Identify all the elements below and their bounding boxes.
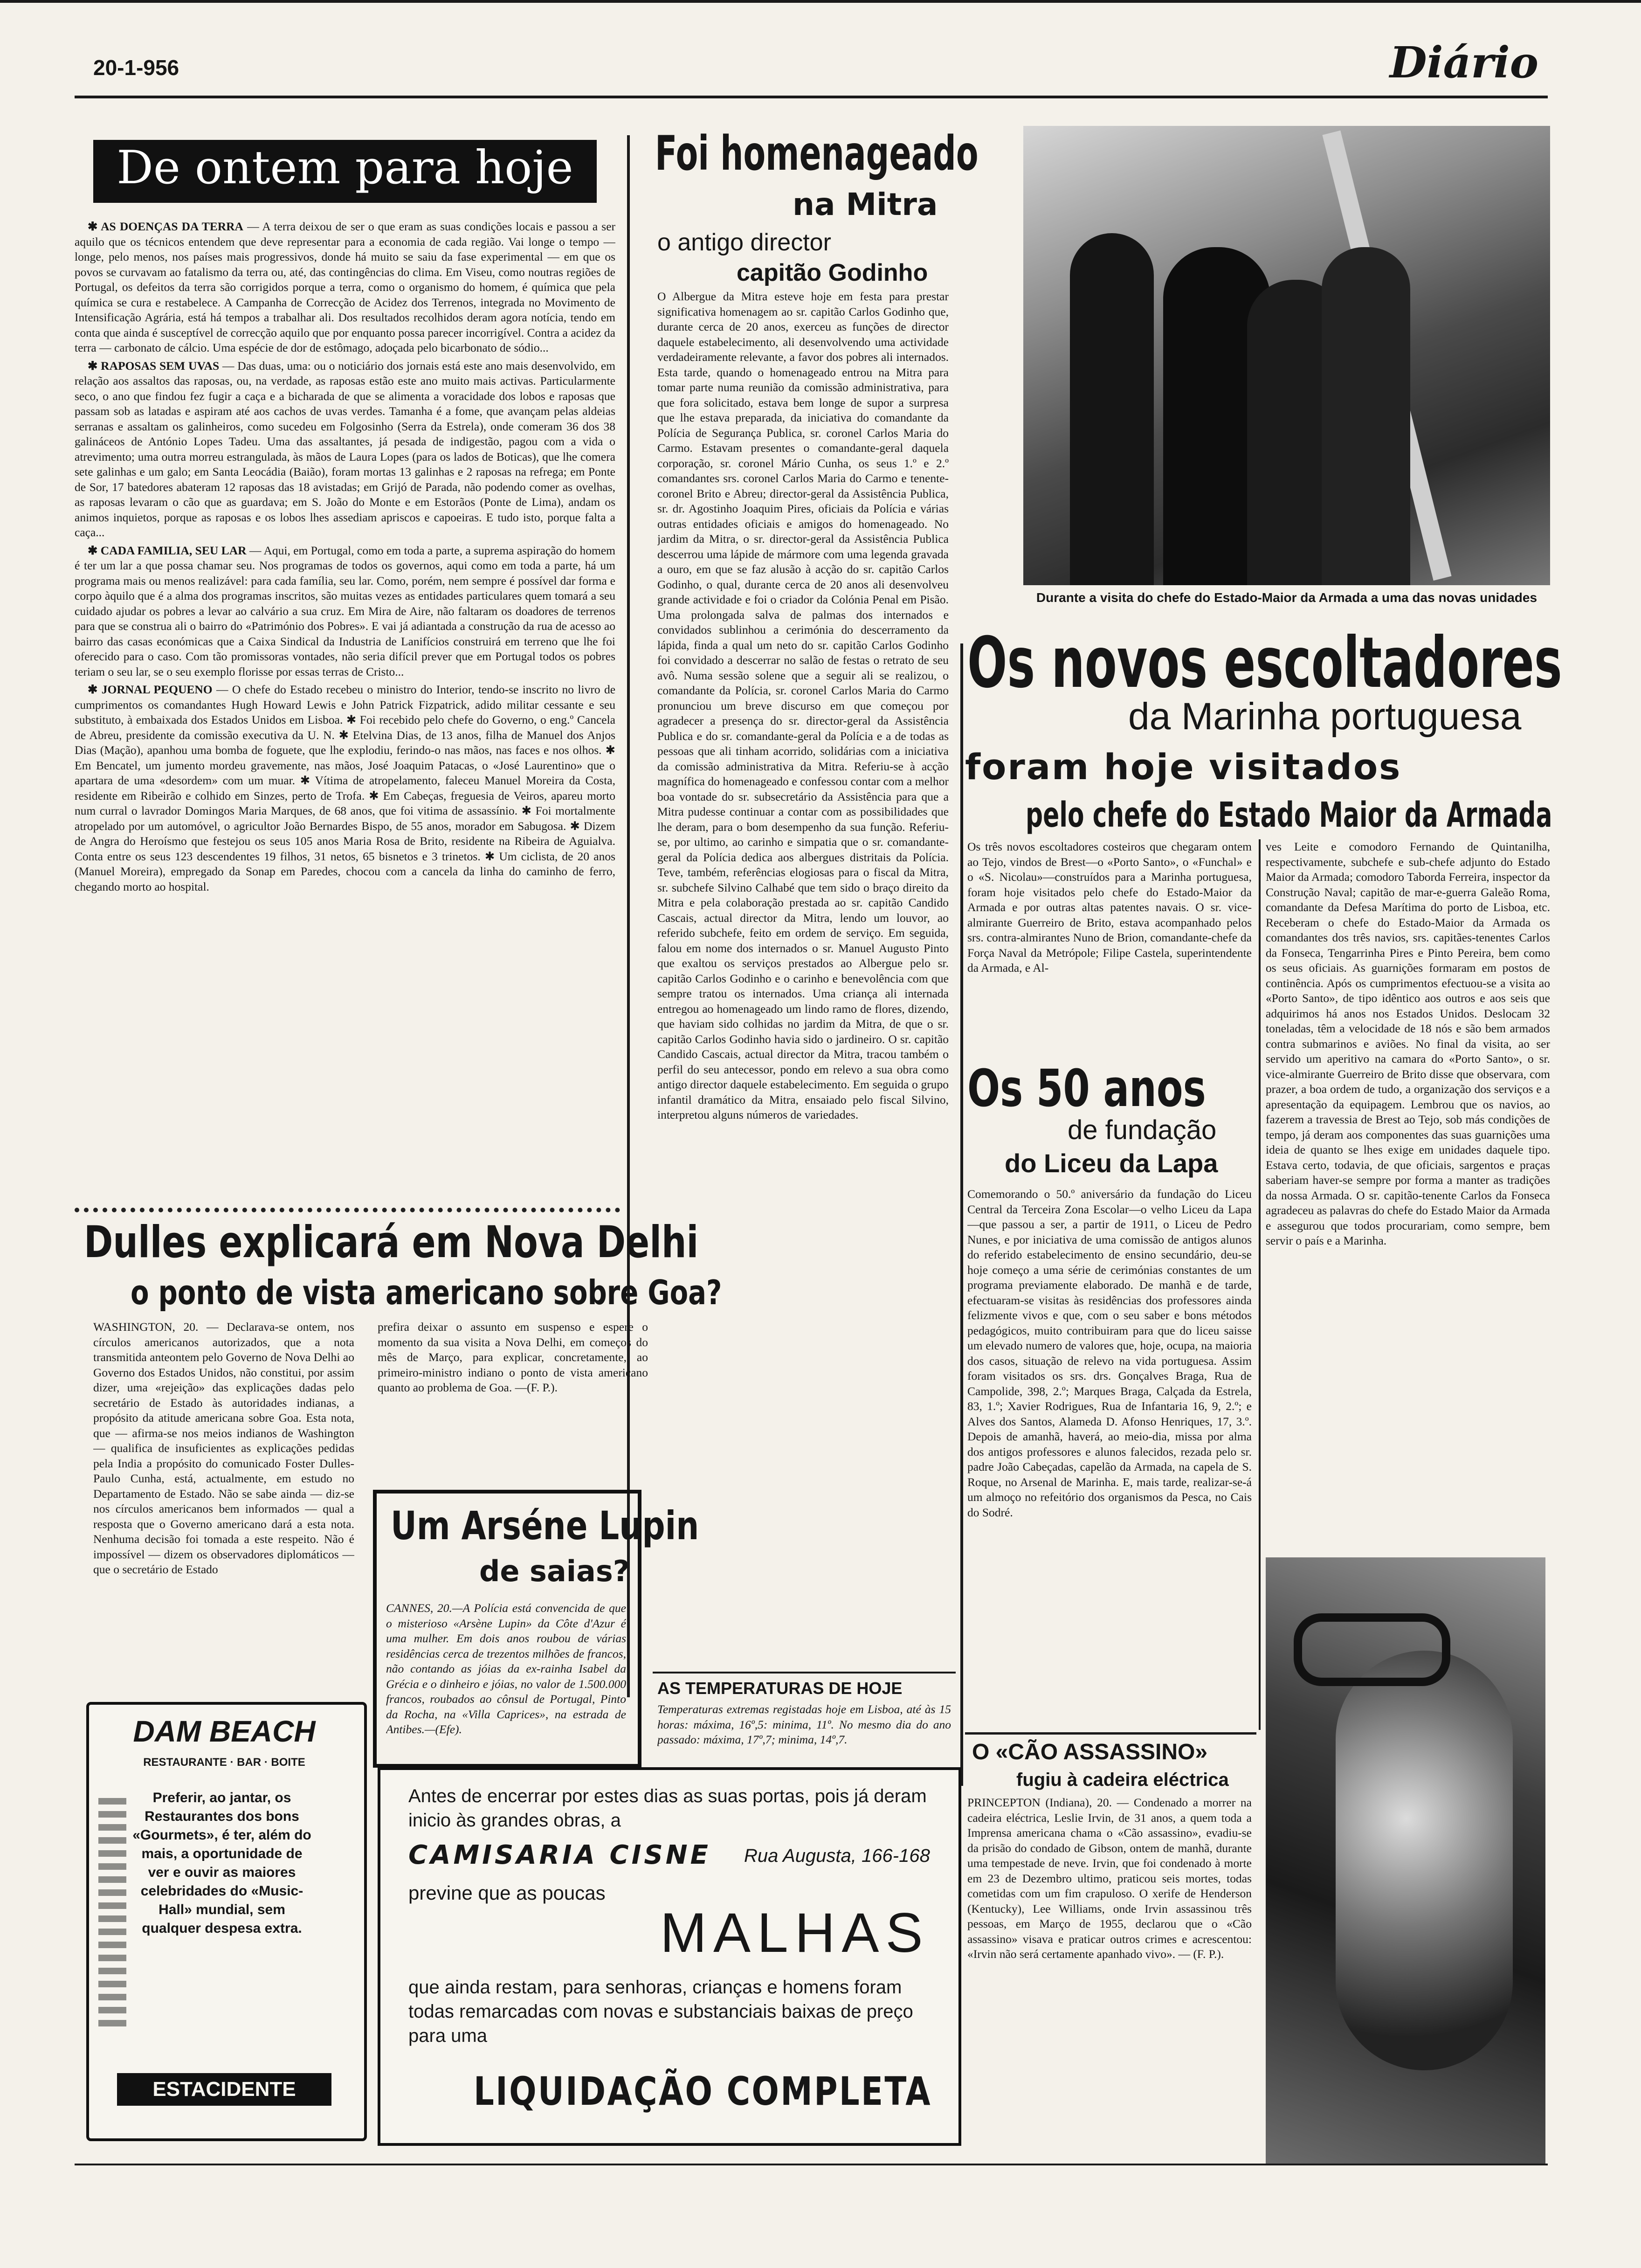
headline: Os novos escoltadores <box>967 622 1562 704</box>
subheadline: de fundação <box>1068 1115 1217 1145</box>
article-body: O Albergue da Mitra esteve hoje em festa para prestar significativa homenagem ao sr. capitão Carlos Godinho que, durante cerca de 20 anos, exerceu as funções de director daquele estabelecimento, ali desenvolvendo uma actividade verdadeiramente relevante, a favor dos pobres ali internados. Esta tarde, quando o homenageado entrou na Mitra para tomar parte numa reunião da comissão administrativa, para que fora solicitado, estava bem longe de supor a surpresa que lhe estava preparada, da iniciativa do comandante da Polícia de Segurança Publica, sr. coronel Carlos Maria do Carmo. Estavam presentes o comandante-geral daquela corporação, sr. coronel Mário Cunha, os seus 1.º e 2.º comandantes srs. coronel Carlos Maria do Carmo e tenente-coronel Brito e Abreu; director-geral da Assistência Publica, sr. dr. Agostinho Joaquim Pires, oficiais da Polícia e várias outras entidades oficiais e amigos do homenageado. No jardim da Mitra, o sr. director-geral da Assistência Publica descerrou uma lápide de mármore com uma legenda gravada a ouro, em que se faz alusão à acção do sr. capitão Carlos Godinho, o qual, durante cerca de 20 anos ali desenvolveu grande actividade e foi o criador da Colónia Penal em Pisão. Uma prolongada salva de palmas dos internados e convidados sublinhou a cerimónia do descerramento da lápida, finda a qual um neto do sr. capitão Carlos Godinho foi convidado a descerrar no salão de festas o retrato de seu avô. Numa sessão solene que a seguir ali se realizou, o comandante da Polícia, sr. coronel Carlos Maria do Carmo pronunciou um breve discurso em que começou por agradecer a presença do sr. director-geral da Assistência Publica e do sr. comandante-geral da Polícia e a de todas as pessoas que ali tinham acorrido, solidárias com a iniciativa da comissão administrativa da Mitra. Referiu-se à acção magnífica do homenageado e confessou contar com a melhor boa vontade do sr. subsecretário da Assistência para que a Mitra pudesse continuar a contar com as possibilidades que lhe deram, para o bom desempenho da sua função. Referiu-se, por ultimo, ao carinho e simpatia que o sr. comandante-geral da Polícia dedica aos albergues distritais da Polícia. Teve, também, referências elogiosas para o fiscal da Mitra, sr. subchefe Silvino Calhabé que tem sido o braço direito da Mitra e pela colaboração prestada ao sr. capitão Candido Cascais, actual director da Mitra, lendo um louvor, ao referido subchefe, feito em ordem de serviço. Em seguida, falou em nome dos internados o sr. Manuel Augusto Pinto que exaltou os serviços prestados ao Albergue pelo sr. capitão Carlos Godinho e o carinho e benevolência com que sempre tratou os internados. Uma criança ali internada entregou ao homenageado um lindo ramo de flores, dizendo, que haviam sido colhidas no jardim da Mitra, de que o sr. capitão Carlos Godinho havia sido o jardineiro. O sr. capitão Candido Cascais, actual director da Mitra, tracou também o perfil do seu antecessor, pondo em relevo a sua obra como antigo director daquele estabelecimento. Em seguida o grupo infantil dramático da Mitra, ensaiado pelo fiscal Silvino, interpretou alguns números de variedades. <box>657 290 949 1121</box>
headline-tertiary: foram hoje visitados <box>965 746 1402 788</box>
temperatures-body: Temperaturas extremas registadas hoje em Lisboa, até às 15 horas: máxima, 16º,5: minima, 11º. No mesmo dia do ano passado: máxima, 17º,7; minima, 14º,7. <box>657 1702 951 1746</box>
ad-intro: Antes de encerrar por estes dias as suas portas, pois já deram inicio às grandes obras, a <box>408 1786 927 1831</box>
column-body: ✱ AS DOENÇAS DA TERRA — A terra deixou de ser o que eram as suas condições locais e passou a ser aquilo que os técnicos entendem que deve representar para a economia de cada região. Vai longe o tempo — longe, pelo menos, nos países mais progressivos, donde há muito se saiu da fase experimental — em que os povos se curvavam ao fatalismo da terra ou, até, das contingências do clima. Em Viseu, como noutras regiões de Portugal, os defeitos da terra são corrigidos porque a terra, como o organismo do homem, é química que pela química se cura e restabelece. A Campanha de Correcção de Acidez dos Terrenos, integrada no Movimento de Intensificação Agrária, está há tempos a trabalhar ali. Dos resultados recolhidos deram agora notícia, tendo em conta que ainda é susceptível de correcção aquilo que por enquanto possa parecer incorrigível. Contra a acidez da terra — carbonato de cálcio. Uma espécie de dor de estômago, adoçada pelo bicarbonato de sódio... ✱ RAPOSAS SEM UVAS — Das duas, uma: ou o noticiário dos jornais está este ano mais desenvolvido, em relação aos assaltos das raposas, ou, na verdade, as raposas estão este ano muito mais activas. Particularmente seco, o ano que findou fez fugir a caça e a bicharada de que se alimenta a voracidade dos lobos e raposas que passam sob as latadas e aspiram até aos cachos de uvas verdes. Tamanha é a fome, que avançam pelas aldeias serranas e assaltam os galinheiros, como sucedeu em Folgosinho (Serra da Estrela), onde comeram 36 dos 38 galináceos de António Lopes Tadeu. Uma das assaltantes, já pesada de indigestão, pagou com a vida o atrevimento; uma outra morreu estrangulada, às mãos de Laura Lopes (para os lados de Boticas), que lhe comera sete galinhas e um galo; em Santa Leocádia (Baião), foram mortas 13 galinhas e 2 raposas na refrega; em Ponte de Sor, 17 batedores abateram 12 raposas das 18 avistadas; em Grijó de Parada, não podendo comer as ovelhas, as raposas levaram o cão que as guardava; em S. João do Monte e em Estorãos (Ponte de Lima), andam os animos inquietos, porque as raposas e os lobos lhes assediam apriscos e capoeiras. E tudo isto, porque falta a caça... ✱ CADA FAMILIA, SEU LAR — Aqui, em Portugal, como em toda a parte, a suprema aspiração do homem é ter um lar a que possa chamar seu. Nos programas de todos os governos, aqui como em toda a parte, há um programa mais ou menos realizável: para cada família, seu lar. Como, porém, nem sempre é possível dar forma e corpo àquilo que é a alma dos programas inscritos, são muitas vezes as entidades particulares quem tomará a seu cuidado ajudar os pobres a levar ao calvário a sua cruz. Em Mira de Aire, não faltaram os doadores de terrenos para que se construa ali o bairro do «Património dos Pobres». E vai já adiantada a construção da rua de acesso ao bairro das casas económicas que a Caixa Sindical da Industria de Lanifícios construirá em terreno que lhe foi oferecido para o caso. Com tão promissoras vontades, não seria difícil prever que em Portugal todos os pobres teriam o seu lar, se o seu exemplo florisse por essas terras de Cristo... ✱ JORNAL PEQUENO — O chefe do Estado recebeu o ministro do Interior, tendo-se inscrito no livro de cumprimentos os comandantes Hugh Howard Lewis e John Patrick Fizpatrick, adido militar cessante e seu substituto, à embaixada dos Estados Unidos em Lisboa. ✱ Foi recebido pelo chefe do Governo, o eng.º Cancela de Abreu, presidente da comissão executiva da U. N. ✱ Etelvina Dias, de 13 anos, filha de Manuel dos Anjos Dias (Mação), apanhou uma bomba de foguete, que lhe explodiu, ferindo-o nas mãos, nas faces e nos olhos. ✱ Em Bencatel, um jumento mordeu gravemente, nas mãos, José Joaquim Patacas, o «José Laurentino» que o apartara de uma «desordem» com um muar. ✱ Vítima de atropelamento, faleceu Manuel Moreira da Costa, residente em Ribeirão e colhido em Sinzes, perto de Trofa. ✱ Em Cabeças, freguesia de Veiros, apareu morto num curral o lavrador Domingos Maria Marques, de 68 anos, que foi vitima de assassínio. ✱ Foi mortalmente atropelado por um automóvel, o agricultor João Bernardes Bispo, de 55 anos, morador em Sabugosa. ✱ Dizem de Angra do Heroísmo que festejou os seus 105 anos Maria Rosa de Brito, residente na Ribeira de Aguialva. Conta entre os seus 123 descendentes 19 filhos, 31 netos, 65 bisnetos e 3 trinetos. ✱ Um ciclista, de 20 anos (Manuel Moreira), empregado da Sonap em Paredes, chocou com a cancela da linha do caminho de ferro, chegando morto ao hospital. <box>75 220 615 893</box>
appliance-handle <box>1294 1613 1450 1686</box>
column-rule <box>1259 839 1261 1730</box>
ad-dancer-illustration <box>98 1798 126 2031</box>
section-rule <box>653 1672 956 1673</box>
article-body: CANNES, 20.—A Polícia está convencida de que o misterioso «Arsène Lupin» da Côte d'Azur é uma mulher. Em dois anos roubou de várias residências cerca de trezentos milhões de francos, não contando as jóias da ex-rainha Isabel da Grécia e o dinheiro e jóias, no valor de 1.500.000 francos, roubados ao cônsul de Portugal, Pinto da Rocha, na «Villa Caprices», na estrada de Antibes.—(Efe). <box>386 1601 626 1736</box>
ad-text: Preferir, ao jantar, os Restaurantes dos bons «Gourmets», é ter, além do mais, a oportunidade de ver e ouvir as maiores celebridades do «Music-Hall» mundial, sem qualquer despesa extra. <box>132 1790 311 1936</box>
subheadline: fugiu à cadeira eléctrica <box>1016 1770 1229 1790</box>
ad-footer: ESTACIDENTE <box>117 2073 331 2106</box>
ad-brand: DAM BEACH <box>133 1715 316 1748</box>
article-body: WASHINGTON, 20. — Declarava-se ontem, nos círculos americanos autorizados, que a nota transmitida anteontem pelo Governo de Nova Delhi ao Governo dos Estados Unidos, não constitui, por assim dizer, uma «rejeição» das explicações dadas pelo secretário de Estado às autoridades indianas, a propósito da atitude americana sobre Goa. Esta nota, que — afirma-se nos meios indianos de Washington — qualifica de insuficientes as explicações pedidas pela India a propósito do comunicado Foster Dulles-Paulo Cunha, está, actualmente, em estudo no Departamento de Estado. Não se sabe ainda — diz-se nos círculos americanos bem informados — qual a resposta que o Governo americano dará a esta nota. Nenhuma decisão foi tomada a este respeito. Não é impossível — dizem os observadores diplomáticos — que o secretário de Estado <box>93 1320 354 1576</box>
item-text: — Aqui, em Portugal, como em toda a parte, a suprema aspiração do homem é ter um lar a que possa chamar seu. Nos programas de todos os governos, aqui como em toda a parte, há um programa mais ou menos realizável: para cada família, seu lar. Como, porém, nem sempre é possível dar forma e corpo àquilo que é a alma dos programas inscritos, são muitas vezes as entidades particulares quem tomará a seu cuidado ajudar os pobres a levar ao calvário a sua cruz. Em Mira de Aire, não faltaram os doadores de terrenos para que se construa ali o bairro do «Património dos Pobres». E vai já adiantada a construção da rua de acesso ao bairro das casas económicas que a Caixa Sindical da Industria de Lanifícios construirá em terreno que lhe foi oferecido para o caso. Com tão promissoras vontades, não seria difícil prever que em Portugal todos os pobres teriam o seu lar, se o seu exemplo florisse por essas terras de Cristo... <box>75 543 615 678</box>
masthead: Diário <box>1389 37 1538 88</box>
ad-line: previne que as poucas <box>408 1882 606 1904</box>
article-body: Os três novos escoltadores costeiros que chegaram ontem ao Tejo, vindos de Brest—o «Porto Santo», o «Funchal» e o «S. Nicolau»—construídos para a Marinha portuguesa, foram hoje visitados pelo chefe do Estado-Maior da Armada e por outras altas patentes navais. O sr. vice-almirante Guerreiro de Brito, estava acompanhado pelos srs. contra-almirantes Nuno de Brion, comandante-chefe da Força Naval da Metrópole; Filipe Castela, superintendente da Armada, e Al- <box>967 840 1252 975</box>
photo-caption: Durante a visita do chefe do Estado-Maior da Armada a uma das novas unidades <box>1036 590 1538 605</box>
item-text: — O chefe do Estado recebeu o ministro do Interior, tendo-se inscrito no livro de cumprimentos os comandantes Hugh Howard Lewis e John Patrick Fizpatrick, adido militar cessante e seu substituto, à embaixada dos Estados Unidos em Lisboa. ✱ Foi recebido pelo chefe do Governo, o eng.º Cancela de Abreu, presidente da comissão executiva da U. N. ✱ Etelvina Dias, de 13 anos, filha de Manuel dos Anjos Dias (Mação), apanhou uma bomba de foguete, que lhe explodiu, ferindo-o nas mãos, nas faces e nos olhos. ✱ Em Bencatel, um jumento mordeu gravemente, nas mãos, José Joaquim Patacas, o «José Laurentino» que o apartara de uma «desordem» com um muar. ✱ Vítima de atropelamento, faleceu Manuel Moreira da Costa, residente em Ribeirão e colhido em Sinzes, perto de Trofa. ✱ Em Cabeças, freguesia de Veiros, apareu morto num curral o lavrador Domingos Maria Marques, de 68 anos, que foi vitima de assassínio. ✱ Foi mortalmente atropelado por um automóvel, o agricultor João Bernardes Bispo, de 55 anos, morador em Sabugosa. ✱ Dizem de Angra do Heroísmo que festejou os seus 105 anos Maria Rosa de Brito, residente na Ribeira de Aguialva. Conta entre os seus 123 descendentes 19 filhos, 31 netos, 65 bisnetos e 3 trinetos. ✱ Um ciclista, de 20 anos (Manuel Moreira), empregado da Sonap em Paredes, chocou com a cancela da linha do caminho de ferro, chegando morto ao hospital. <box>75 683 615 893</box>
ad-footer: LIQUIDAÇÃO COMPLETA <box>474 2068 932 2114</box>
headline: Os 50 anos <box>967 1058 1206 1118</box>
headline: O «CÃO ASSASSINO» <box>972 1740 1208 1764</box>
top-border <box>0 0 1641 3</box>
headline: Um Arséne Lupin <box>391 1503 699 1549</box>
temperatures-title: AS TEMPERATURAS DE HOJE <box>657 1679 903 1698</box>
ad-text: que ainda restam, para senhoras, crianças e homens foram todas remarcadas com novas e substanciais baixas de preço para uma <box>408 1977 913 2046</box>
restaurant-ad <box>86 1702 367 2141</box>
article-body: prefira deixar o assunto em suspenso e espere o momento da sua visita a Nova Delhi, em começos do mês de Março, para explicar, concretamente, ao primeiro-ministro indiano o ponto de vista americano quanto ao problema de Goa. —(F. P.). <box>378 1320 648 1394</box>
section-rule <box>965 1732 1256 1735</box>
subheadline: capitão Godinho <box>737 259 928 286</box>
article-body: Comemorando o 50.º aniversário da fundação do Liceu Central da Terceira Zona Escolar—o velho Liceu da Lapa—que passou a ser, a partir de 1911, o Liceu de Pedro Nunes, e por iniciativa de uma comissão de antigos alunos do referido estabelecimento de ensino secundário, deu-se hoje começo a uma série de cerimónias constantes de um programa previamente elaborado. De manhã e de tarde, efectuaram-se visitas às residências dos professores ainda felizmente vivos e que, com o seu saber e bons métodos pedagógicos, muito contribuiram para que do liceu saisse um elevado numero de valores que, hoje, ocupa, na maioria dos casos, situação de relevo na vida portuguesa. Assim foram visitados os srs. drs. Gonçalves Braga, Rua de Campolide, 398, 2.º; Marques Braga, Calçada da Estrela, 83, 1.º; Xavier Rodrigues, Rua de Infantaria 16, 9, 2.º; e Alves dos Santos, Alameda D. Afonso Henriques, 17, 3.º. Depois de amanhã, haverá, ao meio-dia, missa por alma dos antigos professores e alunos falecidos, rezada pelo sr. padre João Cabeçadas, capelão da Armada, na capela de S. Roque, no Arsenal de Marinha. E, mais tarde, realizar-se-á um almoço no refeitório dos organismos da Pesca, no Cais do Sodré. <box>967 1187 1252 1519</box>
officer-1 <box>1070 233 1154 585</box>
appliance-body <box>1336 1651 1513 2070</box>
issue-date: 20-1-956 <box>93 55 179 80</box>
header-rule <box>75 96 1548 98</box>
subheadline: o antigo director <box>657 229 831 256</box>
boxed-story <box>373 1490 699 1768</box>
navy-officers-photo <box>1023 126 1550 585</box>
subheadline: de saias? <box>479 1554 630 1588</box>
article-body: PRINCEPTON (Indiana), 20. — Condenado a morrer na cadeira eléctrica, Leslie Irvin, de 31 anos, a quem toda a Imprensa americana chama o «Cão assassino», evadiu-se da prisão do condado de Gibson, ontem de manhã, durante uma tempestade de neve. Irvin, que foi condenado à morte em 23 de Dezembro ultimo, praticou seis mortes, todas cometidas com um fim crapuloso. O xerife de Henderson (Kentucky), Lee Williams, onde Irvin assassinou três pessoas, em Março de 1955, declarou que o «Cão assassino» visava e praticar outros crimes e acrescentou: «Irvin não será certamente apanhado vivo». — (F. P.). <box>967 1796 1252 1961</box>
column-title: De ontem para hoje <box>93 140 597 203</box>
item-text: — A terra deixou de ser o que eram as suas condições locais e passou a ser aquilo que os técnicos entendem que deve representar para a economia de cada região. Vai longe o tempo — longe, pelo menos, nos países mais progressivos, donde há muito se saiu da fase experimental — em que os povos se curvavam ao fatalismo da terra ou, até, das contingências do clima. Em Viseu, como noutras regiões de Portugal, os defeitos da terra são corrigidos porque a terra, como o organismo do homem, é química que pela química se cura e restabelece. A Campanha de Correcção de Acidez dos Terrenos, integrada no Movimento de Intensificação Agrária, está há tempos a trabalhar ali. Dos resultados recolhidos deram agora notícia, tendo em conta que ainda é susceptível de correcção aquilo que por enquanto possa parecer incorrigível. Contra a acidez da terra — carbonato de cálcio. Uma espécie de dor de estômago, adoçada pelo bicarbonato de sódio... <box>75 220 615 354</box>
headline-kicker: Foi homenageado <box>655 126 979 181</box>
shop-ad <box>378 1767 961 2146</box>
item-text: — Das duas, uma: ou o noticiário dos jornais está este ano mais desenvolvido, em relação aos assaltos das raposas, ou, na verdade, as raposas estão este ano muito mais activas. Particularmente seco, o ano que findou fez fugir a caça e a bicharada de que se alimenta a voracidade dos lobos e raposas que passam sob as latadas e aspiram até aos cachos de uvas verdes. Tamanha é a fome, que avançam pelas aldeias serranas e assaltam os galinheiros, como sucedeu em Folgosinho (Serra da Estrela), onde comeram 36 dos 38 galináceos de António Lopes Tadeu. Uma das assaltantes, já pesada de indigestão, pagou com a vida o atrevimento; uma outra morreu estrangulada, às mãos de Laura Lopes (para os lados de Boticas), que lhe comera sete galinhas e um galo; em Santa Leocádia (Baião), foram mortas 13 galinhas e 2 raposas na refrega; em Ponte de Sor, 17 batedores abateram 12 raposas das 18 avistadas; em Grijó de Parada, não podendo comer as ovelhas, as raposas levaram o cão que as guardava; em S. João do Monte e em Estorãos (Ponte de Lima), andam os animos inquietos, porque as raposas e os lobos lhes assediam apriscos e capoeiras. E tudo isto, porque falta a caça... <box>75 359 615 539</box>
article-body: ves Leite e comodoro Fernando de Quintanilha, respectivamente, subchefe e sub-chefe adjunto do Estado Maior da Armada; comodoro Taborda Ferreira, inspector da Construção Naval; capitão de mar-e-guerra Galeão Roma, comandante da Defesa Marítima do porto de Lisboa, etc. Receberam o chefe do Estado-Maior da Armada os comandantes dos três navios, srs. capitães-tenentes Carlos da Fonseca, Tengarrinha Pires e Pinto Pereira, bem como os seus oficiais. As guarnições formaram em postos de continência. Após os cumprimentos efectuou-se a visita ao «Porto Santo», de tipo idêntico aos outros e aos seis que adquirimos há anos nos Estados Unidos. Deslocam 32 toneladas, têm a velocidade de 18 nós e são bem armados contra submarinos e aviões. No final da visita, ao ser servido um aperitivo na camara do «Porto Santo», o sr. vice-almirante Guerreiro de Brito disse que observara, com prazer, a boa ordem de tudo, a organização dos serviços e a apresentação da equipagem. Lembrou que os navios, ao fazerem a travessia de Brest ao Tejo, sob más condições de tempo, já deram aos componentes das suas guarnições uma ideia de quanto se lhes exige em unidades daquele tipo. Estava certo, todavia, de que oficiais, sargentos e praças saberiam haver-se sempre por forma a manter as tradições da nossa Armada. O sr. capitão-tenente Carlos da Fonseca agradeceu as palavras do chefe do Estado Maior da Armada e assegurou que todos procurariam, como sempre, bem servir o país e a Marinha. <box>1266 840 1550 1247</box>
headline: Dulles explicará em Nova Delhi <box>84 1217 699 1268</box>
officer-4 <box>1322 247 1410 585</box>
ad-address: Rua Augusta, 166-168 <box>744 1846 930 1866</box>
item-lead: CADA FAMILIA, SEU LAR <box>100 543 247 557</box>
item-lead: AS DOENÇAS DA TERRA <box>101 220 243 233</box>
bottom-rule <box>75 2164 1548 2165</box>
headline-secondary: da Marinha portuguesa <box>1128 695 1522 738</box>
item-lead: RAPOSAS SEM UVAS <box>101 359 220 373</box>
item-lead: JORNAL PEQUENO <box>101 683 213 696</box>
headline-quaternary: pelo chefe do Estado Maior da Armada <box>1026 795 1552 835</box>
appliance-ad-photo <box>1266 1557 1545 2164</box>
section-divider <box>75 1208 620 1212</box>
column-rule <box>960 643 963 1786</box>
ad-subbrand: RESTAURANTE · BAR · BOITE <box>143 1756 305 1769</box>
subheadline: o ponto de vista americano sobre Goa? <box>131 1273 722 1312</box>
ad-shop-name: CAMISARIA CISNE <box>408 1840 711 1870</box>
subheadline: do Liceu da Lapa <box>1005 1148 1218 1178</box>
headline-kicker: na Mitra <box>793 187 938 222</box>
ad-big-word: MALHAS <box>660 1902 930 1964</box>
